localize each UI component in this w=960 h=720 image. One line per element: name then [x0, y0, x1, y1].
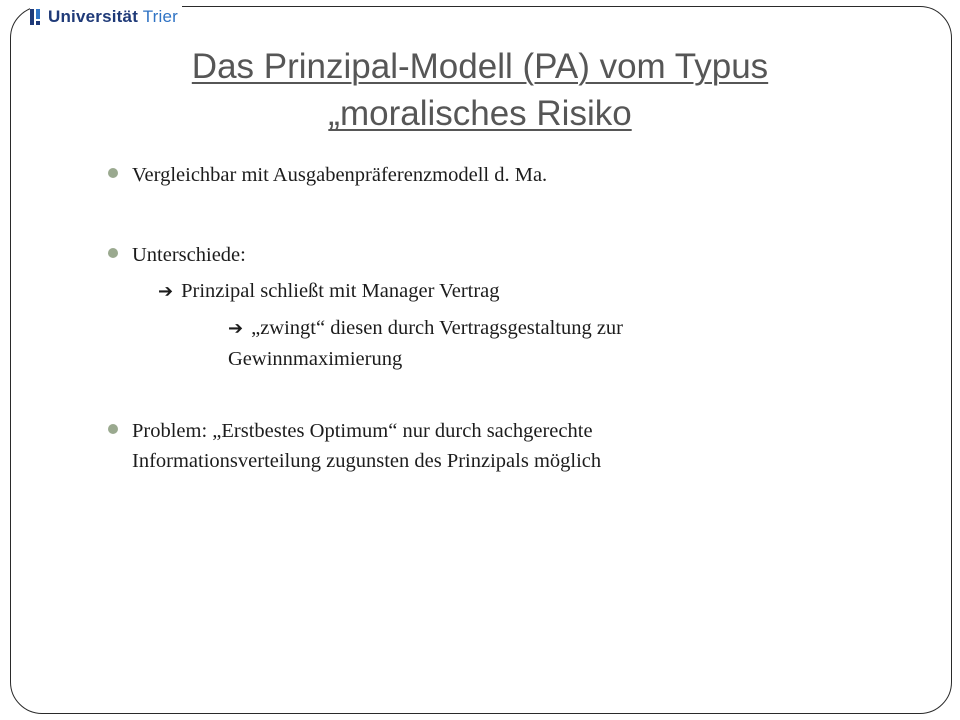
university-logo-mark-icon [30, 8, 42, 26]
bullet-dot [108, 248, 118, 258]
slide-title-line1: Das Prinzipal-Modell (PA) vom Typus [191, 47, 769, 86]
logo-word-universitaet: Universität [48, 7, 139, 26]
sub-point-level-2 [228, 313, 698, 374]
bullet-text: Vergleichbar mit Ausgabenpräferenzmodell d. Ma. [132, 164, 548, 186]
bullet-dot [108, 424, 118, 434]
sub-point-text: Prinzipal schließt mit Manager Vertrag [181, 280, 500, 302]
arrow-right-icon: ➔ [228, 318, 244, 339]
sub-point-text-continued: Gewinnmaximierung [228, 348, 403, 370]
university-logo-text [48, 7, 178, 27]
bullet-text-line2: Informationsverteilung zugunsten des Prinzipals möglich [132, 450, 602, 472]
slide-title-line2: „moralisches Risiko [328, 94, 632, 133]
sub-point-text: „zwingt“ diesen durch Vertragsgestaltung zur [251, 317, 624, 339]
bullet-item [106, 160, 726, 190]
bullet-text: Unterschiede: [132, 244, 246, 266]
bullet-text-line1: Problem: „Erstbestes Optimum“ nur durch sachgerechte [132, 420, 593, 442]
bullet-item [106, 240, 726, 374]
arrow-right-icon: ➔ [158, 281, 174, 302]
slide-title [60, 43, 900, 137]
bullet-dot [108, 168, 118, 178]
sub-point-level-1 [158, 276, 726, 307]
bullet-item [106, 416, 726, 476]
logo-word-trier: Trier [142, 7, 179, 26]
university-logo [30, 6, 182, 28]
slide-content [106, 160, 726, 476]
